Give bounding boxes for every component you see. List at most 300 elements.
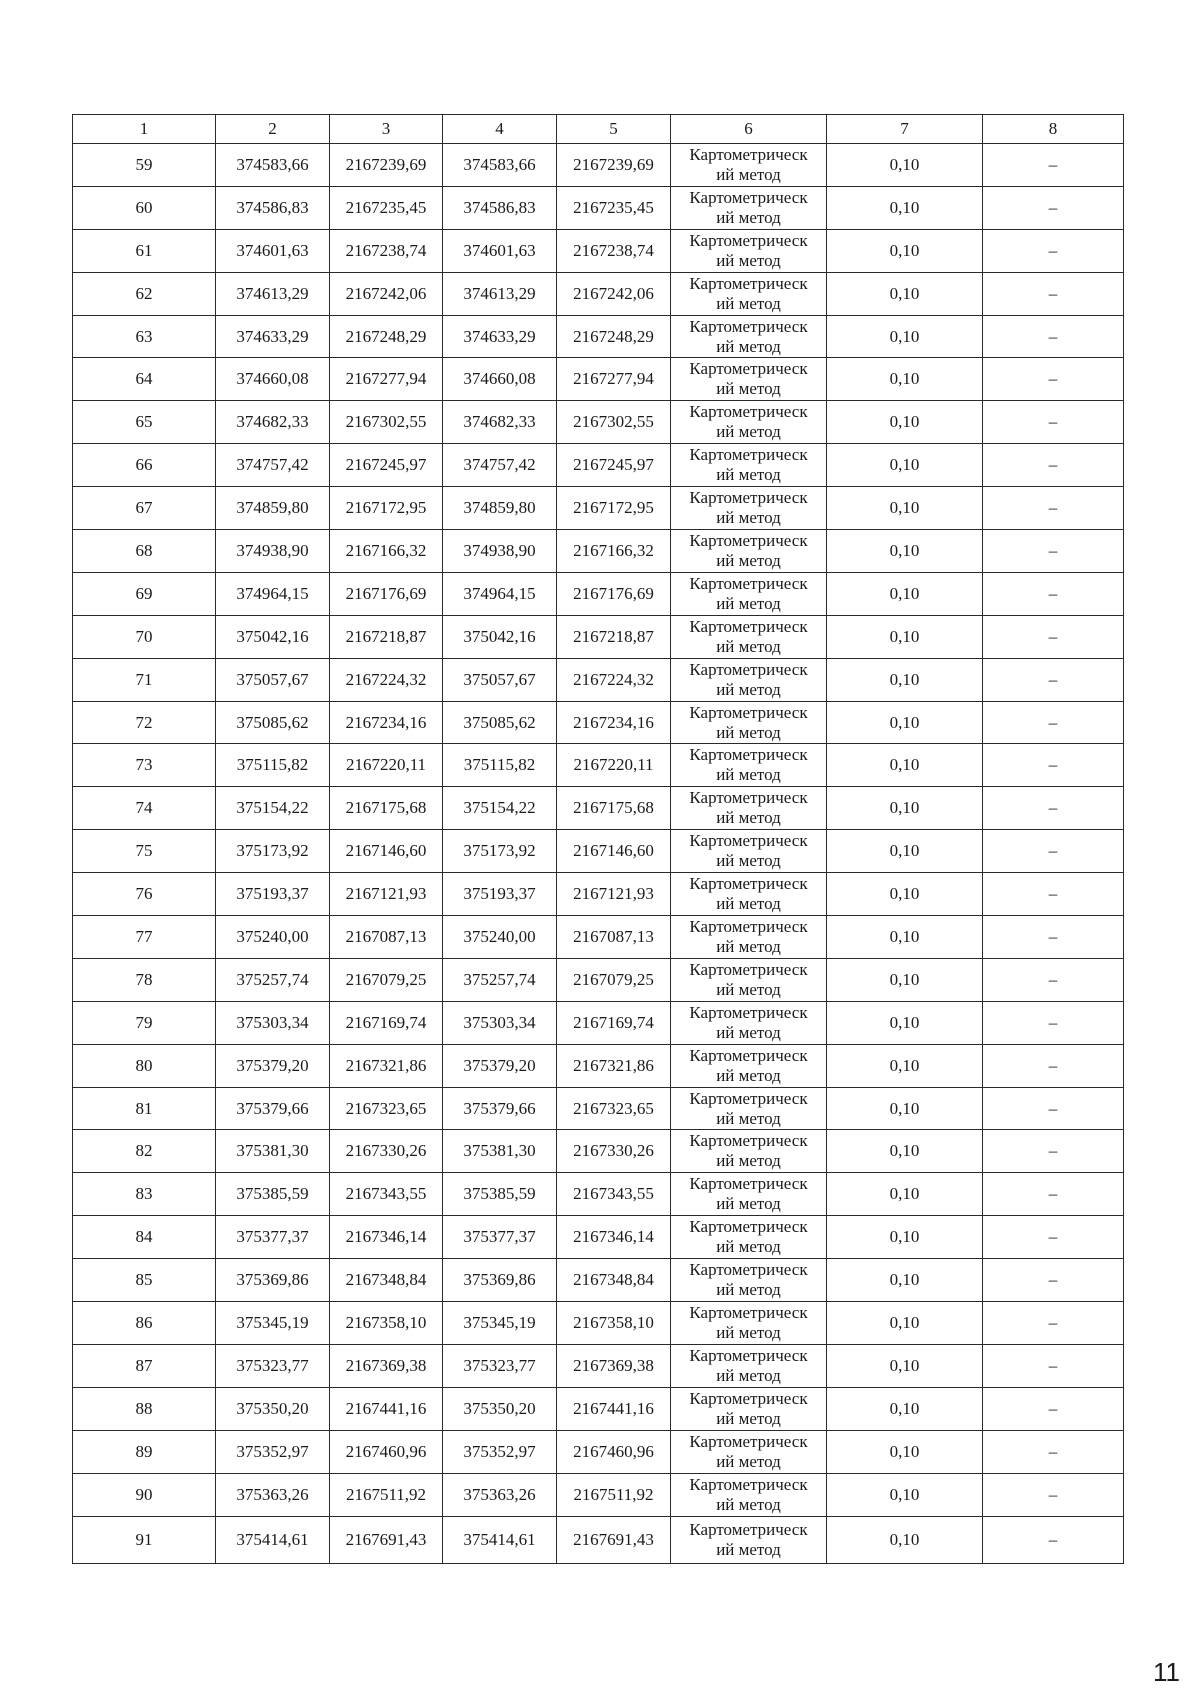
y-new-cell: 2167343,55 (557, 1173, 671, 1216)
method-text-line: ий метод (716, 250, 781, 270)
y-new-cell: 2167248,29 (557, 315, 671, 358)
point-number-cell: 74 (73, 787, 216, 830)
method-cell (671, 658, 827, 701)
method-text-line: ий метод (716, 851, 781, 871)
y-old-cell: 2167242,06 (330, 272, 443, 315)
method-text-line: ий метод (716, 1280, 781, 1300)
description-cell: – (983, 1302, 1124, 1345)
description-cell: – (983, 1430, 1124, 1473)
x-new-cell: 374586,83 (443, 186, 557, 229)
method-text-line: Картометрическ (689, 1519, 808, 1539)
y-old-cell: 2167302,55 (330, 401, 443, 444)
table-row (73, 1516, 1124, 1563)
method-text-line: ий метод (716, 1151, 781, 1171)
x-new-cell: 375115,82 (443, 744, 557, 787)
description-cell: – (983, 916, 1124, 959)
x-old-cell: 374660,08 (216, 358, 330, 401)
description-cell: – (983, 1173, 1124, 1216)
method-cell (671, 1087, 827, 1130)
point-number-cell: 82 (73, 1130, 216, 1173)
description-cell: – (983, 530, 1124, 573)
y-old-cell: 2167511,92 (330, 1473, 443, 1516)
method-text-line: ий метод (716, 1408, 781, 1428)
method-text-line: Картометрическ (689, 745, 808, 765)
accuracy-cell: 0,10 (827, 1473, 983, 1516)
method-text-line: Картометрическ (689, 230, 808, 250)
method-cell (671, 186, 827, 229)
y-old-cell: 2167172,95 (330, 487, 443, 530)
point-number-cell: 75 (73, 830, 216, 873)
y-old-cell: 2167321,86 (330, 1044, 443, 1087)
x-old-cell: 375345,19 (216, 1302, 330, 1345)
x-new-cell: 374757,42 (443, 444, 557, 487)
point-number-cell: 59 (73, 144, 216, 187)
method-text-line: ий метод (716, 207, 781, 227)
point-number-cell: 73 (73, 744, 216, 787)
y-new-cell: 2167348,84 (557, 1259, 671, 1302)
x-old-cell: 374938,90 (216, 530, 330, 573)
table-row (73, 144, 1124, 187)
accuracy-cell: 0,10 (827, 787, 983, 830)
method-text-line: ий метод (716, 550, 781, 570)
description-cell: – (983, 1516, 1124, 1563)
y-new-cell: 2167235,45 (557, 186, 671, 229)
method-text-line: ий метод (716, 1451, 781, 1471)
y-old-cell: 2167218,87 (330, 615, 443, 658)
method-text-line: Картометрическ (689, 144, 808, 164)
x-old-cell: 375350,20 (216, 1387, 330, 1430)
point-number-cell: 70 (73, 615, 216, 658)
x-old-cell: 374964,15 (216, 572, 330, 615)
x-new-cell: 375369,86 (443, 1259, 557, 1302)
x-old-cell: 375240,00 (216, 916, 330, 959)
table-row (73, 1473, 1124, 1516)
x-old-cell: 375414,61 (216, 1516, 330, 1563)
description-cell: – (983, 787, 1124, 830)
method-cell (671, 401, 827, 444)
x-new-cell: 374660,08 (443, 358, 557, 401)
method-cell (671, 787, 827, 830)
table-row (73, 1044, 1124, 1087)
method-text-line: ий метод (716, 679, 781, 699)
y-new-cell: 2167166,32 (557, 530, 671, 573)
method-text-line: Картометрическ (689, 488, 808, 508)
method-text-line: ий метод (716, 1194, 781, 1214)
method-cell (671, 1216, 827, 1259)
description-cell: – (983, 873, 1124, 916)
y-new-cell: 2167169,74 (557, 1001, 671, 1044)
y-old-cell: 2167330,26 (330, 1130, 443, 1173)
description-cell: – (983, 1473, 1124, 1516)
table-body (73, 115, 1124, 1564)
table-row (73, 401, 1124, 444)
point-number-cell: 67 (73, 487, 216, 530)
description-cell: – (983, 1001, 1124, 1044)
x-new-cell: 375379,66 (443, 1087, 557, 1130)
column-header: 3 (330, 115, 443, 144)
method-text-line: Картометрическ (689, 316, 808, 336)
method-text-line: ий метод (716, 293, 781, 313)
y-new-cell: 2167218,87 (557, 615, 671, 658)
method-cell (671, 830, 827, 873)
y-old-cell: 2167277,94 (330, 358, 443, 401)
x-new-cell: 375385,59 (443, 1173, 557, 1216)
accuracy-cell: 0,10 (827, 1259, 983, 1302)
method-text-line: Картометрическ (689, 1131, 808, 1151)
method-text-line: ий метод (716, 636, 781, 656)
method-text-line: ий метод (716, 164, 781, 184)
column-header: 8 (983, 115, 1124, 144)
method-text-line: Картометрическ (689, 402, 808, 422)
method-cell (671, 615, 827, 658)
method-text-line: Картометрическ (689, 788, 808, 808)
method-text-line: Картометрическ (689, 959, 808, 979)
accuracy-cell: 0,10 (827, 1001, 983, 1044)
x-old-cell: 375363,26 (216, 1473, 330, 1516)
point-number-cell: 89 (73, 1430, 216, 1473)
x-new-cell: 374682,33 (443, 401, 557, 444)
table-row (73, 315, 1124, 358)
x-old-cell: 375257,74 (216, 958, 330, 1001)
description-cell: – (983, 1087, 1124, 1130)
method-text-line: Картометрическ (689, 1431, 808, 1451)
accuracy-cell: 0,10 (827, 1302, 983, 1345)
method-cell (671, 1473, 827, 1516)
description-cell: – (983, 358, 1124, 401)
table-row (73, 1216, 1124, 1259)
method-cell (671, 1344, 827, 1387)
method-text-line: Картометрическ (689, 273, 808, 293)
method-text-line: Картометрическ (689, 831, 808, 851)
x-new-cell: 375085,62 (443, 701, 557, 744)
point-number-cell: 85 (73, 1259, 216, 1302)
x-new-cell: 375257,74 (443, 958, 557, 1001)
x-old-cell: 375352,97 (216, 1430, 330, 1473)
method-text-line: ий метод (716, 894, 781, 914)
y-new-cell: 2167346,14 (557, 1216, 671, 1259)
y-new-cell: 2167121,93 (557, 873, 671, 916)
method-text-line: Картометрическ (689, 616, 808, 636)
point-number-cell: 60 (73, 186, 216, 229)
table-row (73, 916, 1124, 959)
y-old-cell: 2167176,69 (330, 572, 443, 615)
method-cell (671, 958, 827, 1001)
x-old-cell: 375379,20 (216, 1044, 330, 1087)
x-new-cell: 375352,97 (443, 1430, 557, 1473)
x-old-cell: 375377,37 (216, 1216, 330, 1259)
table-row (73, 958, 1124, 1001)
x-old-cell: 374586,83 (216, 186, 330, 229)
accuracy-cell: 0,10 (827, 830, 983, 873)
method-text-line: ий метод (716, 1322, 781, 1342)
description-cell: – (983, 1387, 1124, 1430)
accuracy-cell: 0,10 (827, 1173, 983, 1216)
method-cell (671, 144, 827, 187)
accuracy-cell: 0,10 (827, 1044, 983, 1087)
x-new-cell: 375363,26 (443, 1473, 557, 1516)
method-text-line: Картометрическ (689, 187, 808, 207)
accuracy-cell: 0,10 (827, 487, 983, 530)
method-text-line: Картометрическ (689, 659, 808, 679)
method-cell (671, 701, 827, 744)
y-new-cell: 2167302,55 (557, 401, 671, 444)
method-text-line: ий метод (716, 936, 781, 956)
table-row (73, 658, 1124, 701)
y-old-cell: 2167343,55 (330, 1173, 443, 1216)
y-new-cell: 2167234,16 (557, 701, 671, 744)
accuracy-cell: 0,10 (827, 272, 983, 315)
x-old-cell: 375154,22 (216, 787, 330, 830)
y-new-cell: 2167172,95 (557, 487, 671, 530)
x-old-cell: 375303,34 (216, 1001, 330, 1044)
accuracy-cell: 0,10 (827, 1216, 983, 1259)
x-new-cell: 374964,15 (443, 572, 557, 615)
method-cell (671, 916, 827, 959)
y-old-cell: 2167358,10 (330, 1302, 443, 1345)
x-new-cell: 375042,16 (443, 615, 557, 658)
point-number-cell: 65 (73, 401, 216, 444)
method-text-line: ий метод (716, 1539, 781, 1559)
x-new-cell: 375345,19 (443, 1302, 557, 1345)
x-new-cell: 375377,37 (443, 1216, 557, 1259)
point-number-cell: 68 (73, 530, 216, 573)
y-new-cell: 2167321,86 (557, 1044, 671, 1087)
method-text-line: Картометрическ (689, 874, 808, 894)
point-number-cell: 78 (73, 958, 216, 1001)
y-new-cell: 2167441,16 (557, 1387, 671, 1430)
method-cell (671, 530, 827, 573)
x-old-cell: 375042,16 (216, 615, 330, 658)
x-new-cell: 375381,30 (443, 1130, 557, 1173)
y-old-cell: 2167146,60 (330, 830, 443, 873)
point-number-cell: 84 (73, 1216, 216, 1259)
y-old-cell: 2167079,25 (330, 958, 443, 1001)
description-cell: – (983, 701, 1124, 744)
point-number-cell: 69 (73, 572, 216, 615)
x-new-cell: 375414,61 (443, 1516, 557, 1563)
description-cell: – (983, 315, 1124, 358)
method-cell (671, 873, 827, 916)
description-cell: – (983, 830, 1124, 873)
y-old-cell: 2167245,97 (330, 444, 443, 487)
point-number-cell: 81 (73, 1087, 216, 1130)
method-text-line: Картометрическ (689, 1388, 808, 1408)
method-text-line: Картометрическ (689, 702, 808, 722)
y-old-cell: 2167121,93 (330, 873, 443, 916)
description-cell: – (983, 401, 1124, 444)
method-text-line: Картометрическ (689, 1174, 808, 1194)
column-header: 1 (73, 115, 216, 144)
method-text-line: Картометрическ (689, 1045, 808, 1065)
x-old-cell: 375057,67 (216, 658, 330, 701)
method-text-line: ий метод (716, 808, 781, 828)
method-text-line: Картометрическ (689, 573, 808, 593)
point-number-cell: 62 (73, 272, 216, 315)
point-number-cell: 77 (73, 916, 216, 959)
point-number-cell: 61 (73, 229, 216, 272)
method-text-line: ий метод (716, 1022, 781, 1042)
point-number-cell: 80 (73, 1044, 216, 1087)
method-text-line: ий метод (716, 465, 781, 485)
y-old-cell: 2167369,38 (330, 1344, 443, 1387)
description-cell: – (983, 487, 1124, 530)
method-text-line: Картометрическ (689, 530, 808, 550)
table-row (73, 1087, 1124, 1130)
method-text-line: ий метод (716, 979, 781, 999)
description-cell: – (983, 272, 1124, 315)
accuracy-cell: 0,10 (827, 444, 983, 487)
accuracy-cell: 0,10 (827, 229, 983, 272)
method-cell (671, 1173, 827, 1216)
column-header: 4 (443, 115, 557, 144)
accuracy-cell: 0,10 (827, 1130, 983, 1173)
accuracy-cell: 0,10 (827, 873, 983, 916)
x-new-cell: 375173,92 (443, 830, 557, 873)
method-cell (671, 1302, 827, 1345)
point-number-cell: 71 (73, 658, 216, 701)
point-number-cell: 76 (73, 873, 216, 916)
table-row (73, 830, 1124, 873)
method-cell (671, 572, 827, 615)
method-cell (671, 1259, 827, 1302)
y-new-cell: 2167277,94 (557, 358, 671, 401)
method-text-line: Картометрическ (689, 1302, 808, 1322)
x-new-cell: 375379,20 (443, 1044, 557, 1087)
y-old-cell: 2167220,11 (330, 744, 443, 787)
point-number-cell: 87 (73, 1344, 216, 1387)
x-new-cell: 375350,20 (443, 1387, 557, 1430)
x-old-cell: 375381,30 (216, 1130, 330, 1173)
accuracy-cell: 0,10 (827, 615, 983, 658)
point-number-cell: 72 (73, 701, 216, 744)
x-old-cell: 375323,77 (216, 1344, 330, 1387)
description-cell: – (983, 744, 1124, 787)
description-cell: – (983, 1044, 1124, 1087)
method-text-line: ий метод (716, 1365, 781, 1385)
y-old-cell: 2167175,68 (330, 787, 443, 830)
column-header: 5 (557, 115, 671, 144)
y-old-cell: 2167224,32 (330, 658, 443, 701)
method-cell (671, 272, 827, 315)
accuracy-cell: 0,10 (827, 1430, 983, 1473)
description-cell: – (983, 615, 1124, 658)
method-text-line: ий метод (716, 722, 781, 742)
x-old-cell: 374583,66 (216, 144, 330, 187)
y-new-cell: 2167323,65 (557, 1087, 671, 1130)
method-text-line: Картометрическ (689, 1002, 808, 1022)
method-text-line: Картометрическ (689, 1345, 808, 1365)
point-number-cell: 79 (73, 1001, 216, 1044)
description-cell: – (983, 1216, 1124, 1259)
method-text-line: Картометрическ (689, 916, 808, 936)
method-text-line: Картометрическ (689, 1217, 808, 1237)
y-new-cell: 2167238,74 (557, 229, 671, 272)
y-old-cell: 2167087,13 (330, 916, 443, 959)
accuracy-cell: 0,10 (827, 530, 983, 573)
method-text-line: Картометрическ (689, 445, 808, 465)
x-old-cell: 374633,29 (216, 315, 330, 358)
coordinates-table (72, 114, 1124, 1564)
y-old-cell: 2167691,43 (330, 1516, 443, 1563)
y-new-cell: 2167691,43 (557, 1516, 671, 1563)
x-old-cell: 375115,82 (216, 744, 330, 787)
x-new-cell: 374613,29 (443, 272, 557, 315)
accuracy-cell: 0,10 (827, 1387, 983, 1430)
point-number-cell: 91 (73, 1516, 216, 1563)
x-new-cell: 375154,22 (443, 787, 557, 830)
y-new-cell: 2167245,97 (557, 444, 671, 487)
method-text-line: ий метод (716, 379, 781, 399)
x-old-cell: 375385,59 (216, 1173, 330, 1216)
point-number-cell: 83 (73, 1173, 216, 1216)
method-cell (671, 1387, 827, 1430)
table-row (73, 701, 1124, 744)
y-old-cell: 2167441,16 (330, 1387, 443, 1430)
y-new-cell: 2167460,96 (557, 1430, 671, 1473)
table-row (73, 530, 1124, 573)
y-old-cell: 2167460,96 (330, 1430, 443, 1473)
point-number-cell: 63 (73, 315, 216, 358)
y-new-cell: 2167511,92 (557, 1473, 671, 1516)
table-row (73, 1302, 1124, 1345)
accuracy-cell: 0,10 (827, 401, 983, 444)
accuracy-cell: 0,10 (827, 1344, 983, 1387)
accuracy-cell: 0,10 (827, 658, 983, 701)
description-cell: – (983, 1344, 1124, 1387)
y-new-cell: 2167220,11 (557, 744, 671, 787)
x-new-cell: 374601,63 (443, 229, 557, 272)
table-row (73, 1430, 1124, 1473)
y-new-cell: 2167242,06 (557, 272, 671, 315)
x-old-cell: 375173,92 (216, 830, 330, 873)
x-old-cell: 375085,62 (216, 701, 330, 744)
method-cell (671, 444, 827, 487)
table-row (73, 444, 1124, 487)
description-cell: – (983, 444, 1124, 487)
x-old-cell: 375369,86 (216, 1259, 330, 1302)
table-row (73, 1344, 1124, 1387)
method-text-line: ий метод (716, 765, 781, 785)
accuracy-cell: 0,10 (827, 358, 983, 401)
description-cell: – (983, 658, 1124, 701)
method-text-line: ий метод (716, 508, 781, 528)
table-row (73, 615, 1124, 658)
table-row (73, 572, 1124, 615)
accuracy-cell: 0,10 (827, 572, 983, 615)
column-header: 7 (827, 115, 983, 144)
accuracy-cell: 0,10 (827, 744, 983, 787)
y-old-cell: 2167323,65 (330, 1087, 443, 1130)
accuracy-cell: 0,10 (827, 1087, 983, 1130)
table-row (73, 787, 1124, 830)
table-row (73, 744, 1124, 787)
accuracy-cell: 0,10 (827, 186, 983, 229)
accuracy-cell: 0,10 (827, 1516, 983, 1563)
method-cell (671, 358, 827, 401)
accuracy-cell: 0,10 (827, 315, 983, 358)
x-new-cell: 375240,00 (443, 916, 557, 959)
table-row (73, 487, 1124, 530)
column-header: 6 (671, 115, 827, 144)
table-row (73, 1001, 1124, 1044)
y-old-cell: 2167248,29 (330, 315, 443, 358)
point-number-cell: 88 (73, 1387, 216, 1430)
description-cell: – (983, 958, 1124, 1001)
method-text-line: ий метод (716, 1494, 781, 1514)
y-old-cell: 2167238,74 (330, 229, 443, 272)
accuracy-cell: 0,10 (827, 916, 983, 959)
method-text-line: ий метод (716, 1065, 781, 1085)
